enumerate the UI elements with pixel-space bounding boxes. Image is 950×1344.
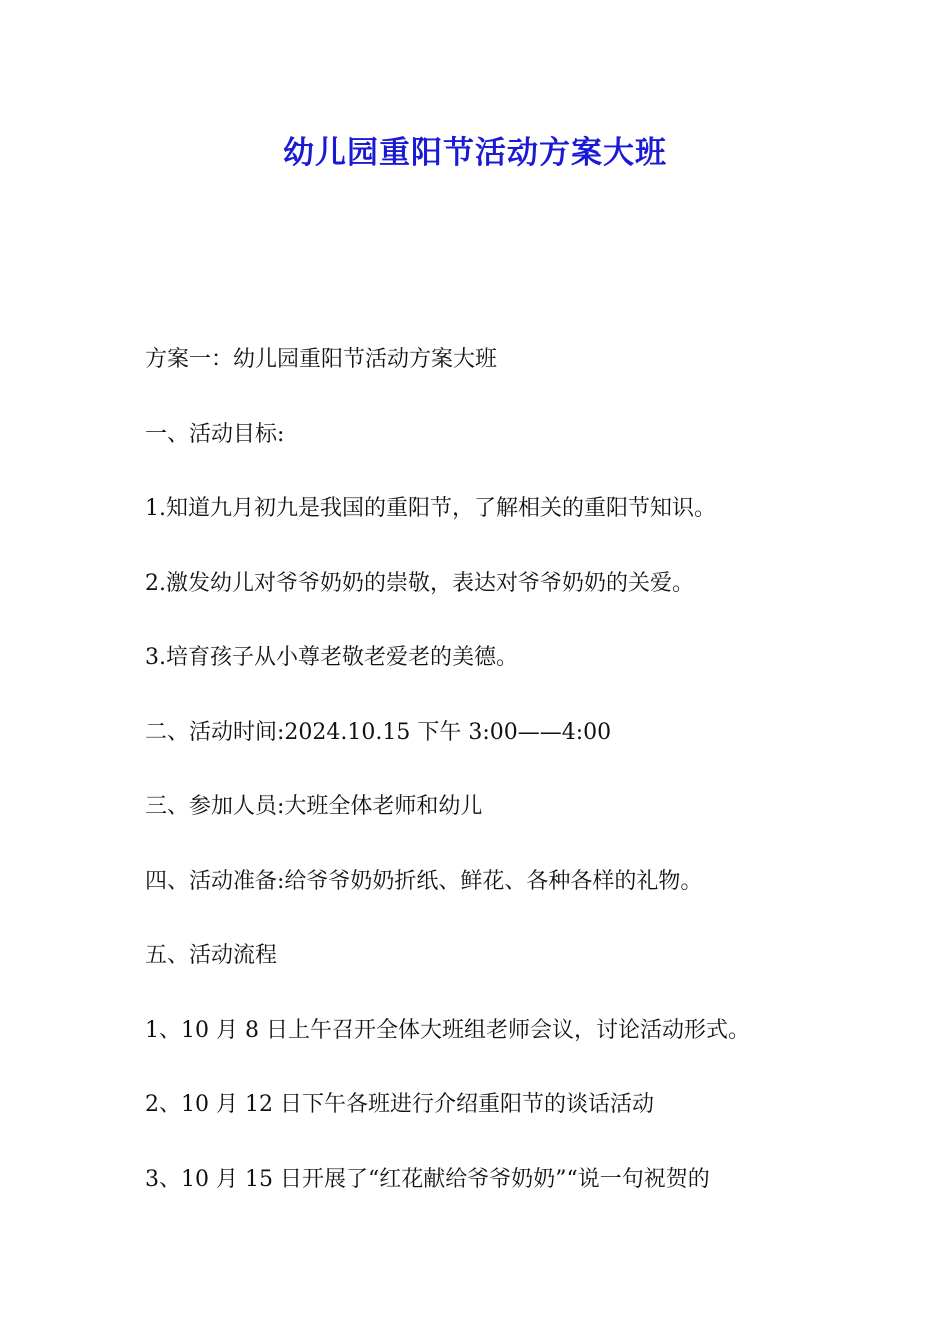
document-body xyxy=(145,340,865,1234)
paragraph-goal-1: 1.知道九月初九是我国的重阳节，了解相关的重阳节知识。 xyxy=(145,496,716,521)
paragraph-section-time: 二、活动时间:2024.10.15 下午 3:00——4:00 xyxy=(145,719,612,745)
paragraph-section-preparation: 四、活动准备:给爷爷奶奶折纸、鲜花、各种各样的礼物。 xyxy=(145,868,703,894)
paragraph-process-step-1: 1、10 月 8 日上午召开全体大班组老师会议，讨论活动形式。 xyxy=(145,1017,750,1043)
paragraph-goal-2: 2.激发幼儿对爷爷奶奶的崇敬，表达对爷爷奶奶的关爱。 xyxy=(145,570,694,596)
paragraph-goal-3: 3.培育孩子从小尊老敬老爱老的美德。 xyxy=(145,645,518,670)
document-title: 幼儿园重阳节活动方案大班 xyxy=(283,135,667,171)
paragraph-section-goals: 一、活动目标: xyxy=(145,421,285,447)
paragraph-section-participants: 三、参加人员:大班全体老师和幼儿 xyxy=(145,794,483,819)
paragraph-section-process: 五、活动流程 xyxy=(145,943,278,968)
paragraph-process-step-3: 3、10 月 15 日开展了“红花献给爷爷奶奶”“说一句祝贺的 xyxy=(145,1166,710,1192)
paragraph-process-step-2: 2、10 月 12 日下午各班进行介绍重阳节的谈话活动 xyxy=(145,1092,654,1117)
paragraph-plan-heading: 方案一：幼儿园重阳节活动方案大班 xyxy=(145,347,498,372)
